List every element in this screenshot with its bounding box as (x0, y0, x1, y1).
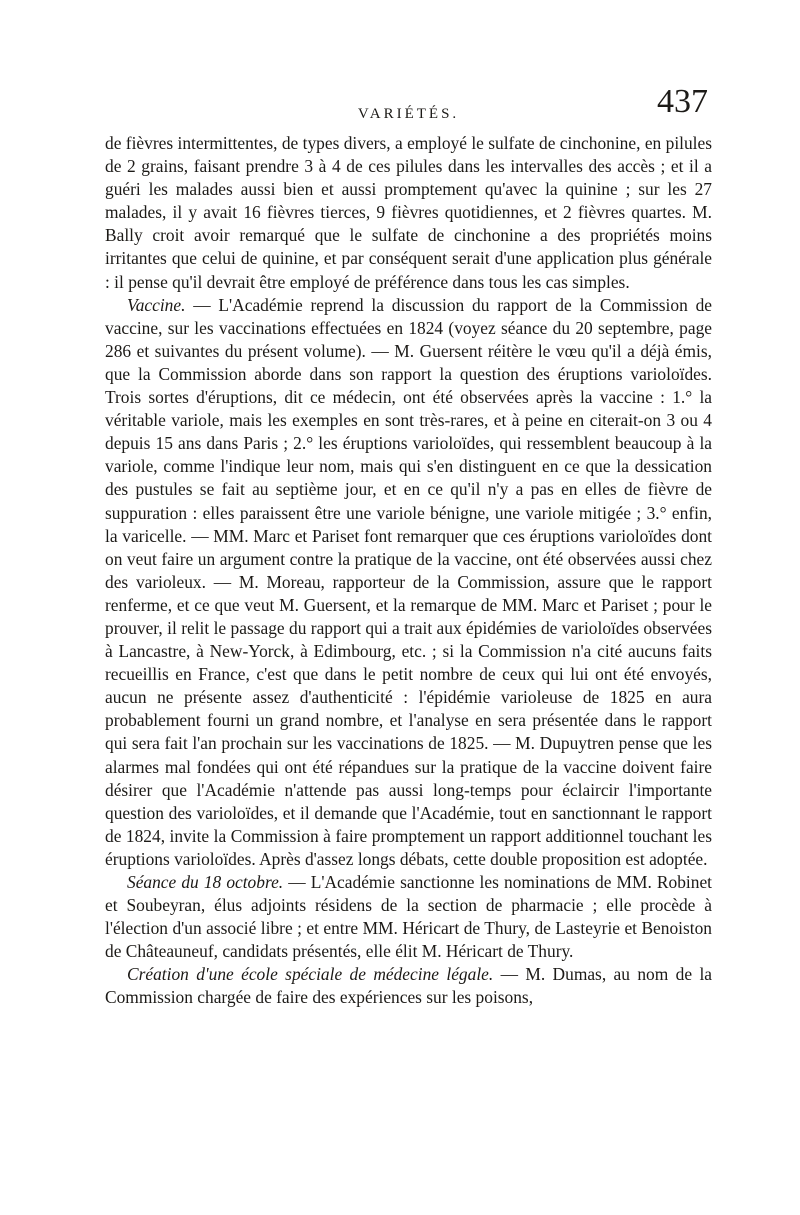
body-text (105, 132, 712, 1010)
paragraph-lead: Vaccine. (127, 294, 186, 315)
page-number: 437 (657, 83, 708, 120)
paragraph-text: — L'Académie reprend la discussion du rapport de la Commission de vaccine, sur les vaccinations effectuées en 1824 (voyez séance du 20 septembre, page 286 et suivantes du présent volume). — M. Guersent réitère le vœu qu'il a déjà émis, que la Commission aborde dans son rapport la question des éruptions varioloïdes. Trois sortes d'éruptions, dit ce médecin, ont été observées après la vaccine : 1.° la véritable variole, mais les exemples en sont très-rares, et à peine en citerait-on 3 ou 4 depuis 15 ans dans Paris ; 2.° les éruptions varioloïdes, qui ressemblent beaucoup à la variole, comme l'indique leur nom, mais qui s'en distinguent en ce que la dessication des pustules se fait au septième jour, et en ce qu'il n'y a pas en elles de fièvre de suppuration : elles paraissent être une variole bénigne, une variole mitigée ; 3.° enfin, la varicelle. — MM. Marc et Pariset font remarquer que ces éruptions varioloïdes dont on veut faire un argument contre la pratique de la vaccine, ont été observées aussi chez des varioleux. — M. Moreau, rapporteur de la Commission, assure que le rapport renferme, et ce que veut M. Guersent, et la remarque de MM. Marc et Pariset ; pour le prouver, il relit le passage du rapport qui a trait aux épidémies de varioloïdes observées à Lancastre, à New-Yorck, à Edimbourg, etc. ; si la Commission n'a cité aucuns faits recueillis en France, c'est que dans le petit nombre de ceux qui lui ont été envoyés, aucun ne présente assez d'authenticité : l'épidémie varioleuse de 1825 en aura probablement fourni un grand nombre, et l'analyse en sera présentée dans le rapport qui sera fait l'an prochain sur les vaccinations de 1825. — M. Dupuytren pense que les alarmes mal fondées qui ont été répandues sur la pratique de la vaccine doivent faire désirer que l'Académie n'attende pas aussi long-temps pour éclaircir l'importante question des varioloïdes, et il demande que l'Académie, tout en sanctionnant le rapport de 1824, invite la Commission à faire promptement un rapport additionnel touchant les éruptions varioloïdes. Après d'assez longs débats, cette double proposition est adoptée. (105, 294, 712, 869)
running-head (105, 68, 712, 132)
paragraph-lead: Création d'une école spéciale de médecine légale. (127, 964, 494, 985)
running-title: VARIÉTÉS. (357, 106, 460, 122)
paragraph-lead: Séance du 18 octobre. (127, 872, 284, 892)
paragraph-text: — L'Académie sanctionne les nominations de MM. Robinet et Soubeyran, élus adjoints résidens de la section de pharmacie ; elle procède à l'élection d'un associé libre ; et entre MM. Héricart de Thury, de Lasteyrie et Benoiston de Châteauneuf, candidats présentés, elle élit M. Héricart de Thury. (105, 872, 712, 962)
paragraph-continuation (105, 132, 712, 294)
paragraph-seance (105, 871, 712, 963)
paragraph-text: de fièvres intermittentes, de types divers, a employé le sulfate de cinchonine, en pilules de 2 grains, faisant prendre 3 à 4 de ces pilules dans les intervalles des accès ; et il a guéri les malades aussi bien et aussi promptement qu'avec la quinine ; sur les 27 malades, il y avait 16 fièvres tierces, 9 fièvres quotidiennes, et 2 fièvres quartes. M. Bally croit avoir remarqué que le sulfate de cinchonine a des propriétés moins irritantes que celui de quinine, et par conséquent serait d'une application plus générale : il pense qu'il devrait être employé de préférence dans tous les cas simples. (105, 133, 712, 292)
paragraph-text: — M. Dumas, au nom de la Commission chargée de faire des expériences sur les poisons, (105, 964, 712, 1008)
paragraph-vaccine (105, 294, 712, 871)
paragraph-creation (105, 963, 712, 1009)
